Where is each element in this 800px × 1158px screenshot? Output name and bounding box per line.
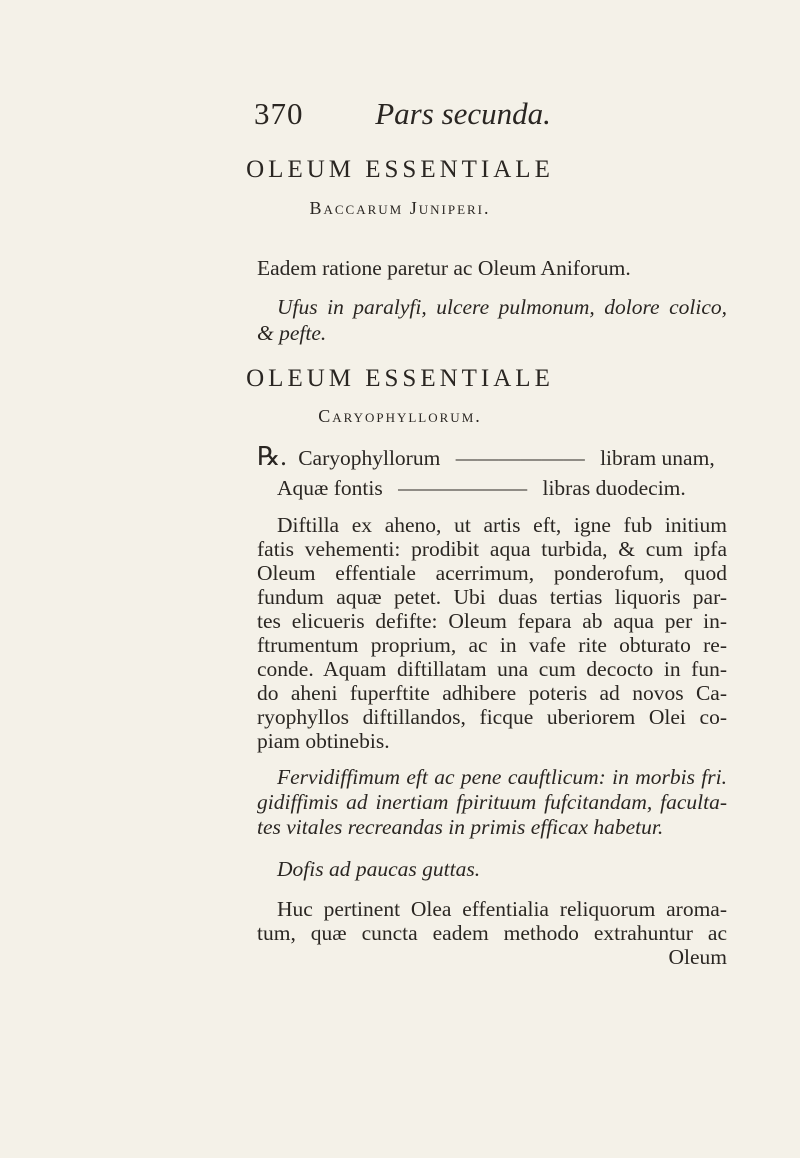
section-1-usus-line-1: Ufus in paralyfi, ulcere pulmonum, dolore colico, [277, 295, 727, 319]
body-line: Oleum effentiale acerrimum, ponderofum, quod [257, 561, 727, 585]
section-1-heading: OLEUM ESSENTIALE [246, 156, 554, 183]
body-line: fundum aquæ petet. Ubi duas tertias liquoris par- [257, 585, 727, 609]
section-1-text: Eadem ratione paretur ac Oleum Aniforum. [257, 256, 631, 280]
page-number: 370 [254, 96, 304, 131]
italic-line: tes vitales recreandas in primis efficax habetur. [257, 815, 664, 839]
recipe-line-2 [277, 475, 747, 501]
body-line: piam obtinebis. [257, 729, 390, 753]
recipe-item-2: Aquæ fontis [277, 476, 383, 500]
section-1-usus-line-2: & pefte. [257, 321, 327, 345]
recipe-dash-1: —————— [455, 446, 585, 470]
section-1-subheading: Baccarum Juniperi. [309, 198, 491, 218]
italic-line: gidiffimis ad inertiam fpirituum fufcitandam, faculta- [257, 790, 727, 814]
body-line: Diftilla ex aheno, ut artis eft, igne fub initium [277, 513, 727, 537]
recipe-quantity-2: libras duodecim. [542, 476, 686, 500]
section-2-heading: OLEUM ESSENTIALE [246, 365, 554, 392]
dosis-line: Dofis ad paucas guttas. [277, 857, 481, 881]
recipe-symbol: ℞. [257, 442, 287, 471]
body-line: conde. Aquam diftillatam una cum decocto in fun- [257, 657, 727, 681]
page-header [254, 96, 551, 132]
closing-line: Huc pertinent Olea effentialia reliquorum aroma- [277, 897, 727, 921]
body-line: ftrumentum proprium, ac in vafe rite obturato re- [257, 633, 727, 657]
recipe-line-1 [257, 444, 727, 471]
section-2-subheading: Caryophyllorum. [318, 406, 482, 426]
italic-line: Fervidiffimum eft ac pene cauftlicum: in morbis fri. [277, 765, 727, 789]
body-line: fatis vehementi: prodibit aqua turbida, & cum ipfa [257, 537, 727, 561]
catchword: Oleum [668, 945, 727, 969]
running-title: Pars secunda. [375, 96, 551, 131]
recipe-dash-2: —————— [398, 476, 528, 500]
body-line: tes elicueris defifte: Oleum fepara ab aqua per in- [257, 609, 727, 633]
body-line: ryophyllos diftillandos, ficque uberiorem Olei co- [257, 705, 727, 729]
recipe-item-1: Caryophyllorum [298, 446, 441, 470]
body-line: do aheni fuperftite adhibere poteris ad novos Ca- [257, 681, 727, 705]
recipe-quantity-1: libram unam, [600, 446, 715, 470]
closing-line: tum, quæ cuncta eadem methodo extrahuntur ac [257, 921, 727, 945]
